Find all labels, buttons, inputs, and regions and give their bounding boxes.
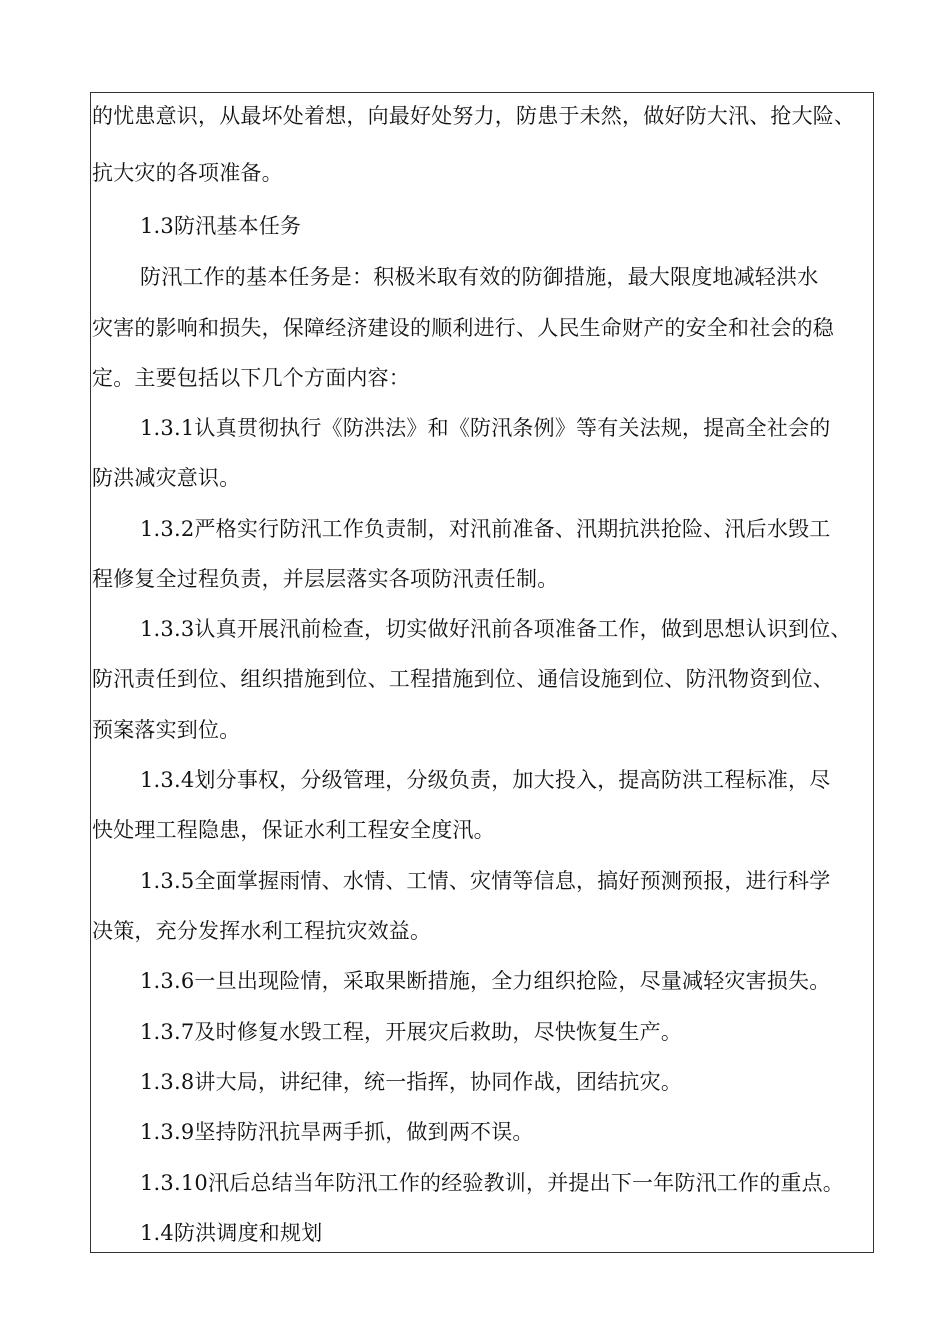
list-item-line: 1.3.6一旦出现险情，采取果断措施，全力组织抢险，尽量减轻灾害损失。 — [140, 969, 831, 993]
paragraph-line: 防汛工作的基本任务是：积极米取有效的防御措施，最大限度地减轻洪水 — [140, 265, 819, 289]
list-item-line: 1.3.3认真开展汛前检查，切实做好汛前各项准备工作，做到思想认识到位、 — [140, 617, 852, 641]
list-item-line: 1.3.8讲大局，讲纪律，统一指挥，协同作战，团结抗灾。 — [140, 1070, 683, 1094]
list-item-line: 快处理工程隐患，保证水利工程安全度汛。 — [92, 818, 495, 842]
list-item-line: 预案落实到位。 — [92, 718, 241, 742]
list-item-line: 1.3.10汛后总结当年防汛工作的经验教训，并提出下一年防汛工作的重点。 — [140, 1171, 844, 1195]
list-item-line: 1.3.5全面掌握雨情、水情、工情、灾情等信息，搞好预测预报，进行科学 — [140, 869, 831, 893]
paragraph-line: 抗大灾的各项准备。 — [92, 161, 283, 185]
section-heading: 1.4防洪调度和规划 — [140, 1221, 323, 1245]
list-item-line: 1.3.4划分事权，分级管理，分级负责，加大投入，提高防洪工程标准，尽 — [140, 768, 831, 792]
paragraph-line: 灾害的影响和损失，保障经济建设的顺利进行、人民生命财产的安全和社会的稳 — [92, 316, 834, 340]
list-item-line: 1.3.7及时修复水毁工程，开展灾后救助，尽快恢复生产。 — [140, 1020, 683, 1044]
list-item-line: 程修复全过程负责，并层层落实各项防汛责任制。 — [92, 567, 559, 591]
paragraph-line: 定。主要包括以下几个方面内容： — [92, 366, 410, 390]
list-item-line: 1.3.2严格实行防汛工作负责制，对汛前准备、汛期抗洪抢险、汛后水毁工 — [140, 517, 831, 541]
list-item-line: 1.3.1认真贯彻执行《防洪法》和《防汛条例》等有关法规，提高全社会的 — [140, 416, 831, 440]
list-item-line: 决策，充分发挥水利工程抗灾效益。 — [92, 919, 432, 943]
list-item-line: 防汛责任到位、组织措施到位、工程措施到位、通信设施到位、防汛物资到位、 — [92, 667, 834, 691]
section-heading: 1.3防汛基本任务 — [140, 214, 302, 238]
paragraph-line: 的忧患意识，从最坏处着想，向最好处努力，防患于未然，做好防大汛、抢大险、 — [92, 104, 856, 128]
list-item-line: 1.3.9坚持防汛抗旱两手抓，做到两不误。 — [140, 1120, 534, 1144]
list-item-line: 防洪减灾意识。 — [92, 466, 241, 490]
